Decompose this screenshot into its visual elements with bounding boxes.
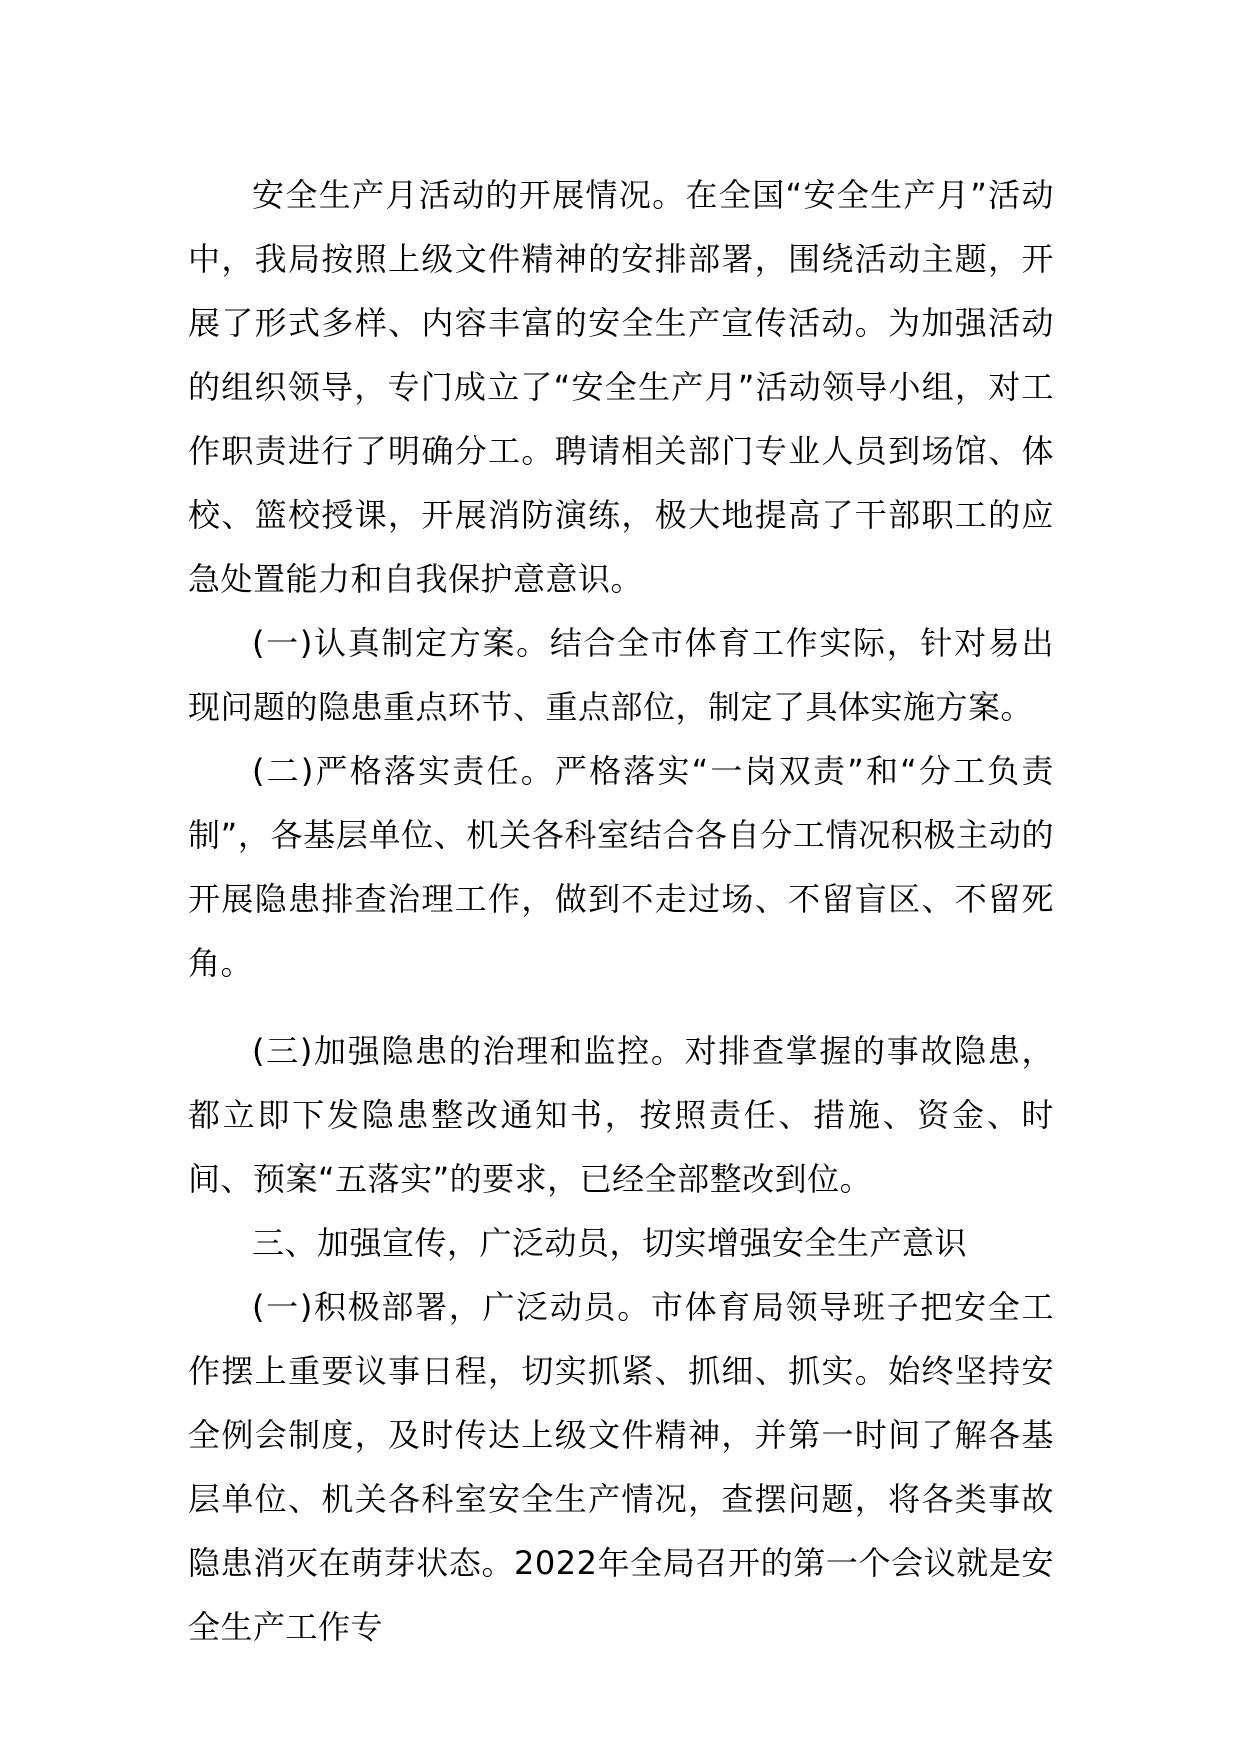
section-heading-publicity: 三、加强宣传，广泛动员，切实增强安全生产意识 xyxy=(252,1224,968,1262)
paragraph-mobilization: (一)积极部署，广泛动员。市体育局领导班子把安全工作摆上重要议事日程，切实抓紧、抓细、抓实。始终坚持安全例会制度，及时传达上级文件精神，并第一时间了解各基层单位、机关各科室安全生产情况，查摆问题，将各类事故隐患消灭在萌芽状态。2022年全局召开的第一个会议就是安全生产工作专 xyxy=(188,1288,1054,1646)
document-body xyxy=(188,163,1054,1659)
paragraph-plan: (一)认真制定方案。结合全市体育工作实际，针对易出现问题的隐患重点环节、重点部位，制定了具体实施方案。 xyxy=(188,624,1054,726)
paragraph-responsibility: (二)严格落实责任。严格落实“一岗双责”和“分工负责制”，各基层单位、机关各科室结合各自分工情况积极主动的开展隐患排查治理工作，做到不走过场、不留盲区、不留死角。 xyxy=(188,752,1054,982)
paragraph-safety-month: 安全生产月活动的开展情况。在全国“安全生产月”活动中，我局按照上级文件精神的安排部署，围绕活动主题，开展了形式多样、内容丰富的安全生产宣传活动。为加强活动的组织领导，专门成立了“安全生产月”活动领导小组，对工作职责进行了明确分工。聘请相关部门专业人员到场馆、体校、篮校授课，开展消防演练，极大地提高了干部职工的应急处置能力和自我保护意意识。 xyxy=(188,176,1054,598)
paragraph-hazard-control: (三)加强隐患的治理和监控。对排查掌握的事故隐患，都立即下发隐患整改通知书，按照责任、措施、资金、时间、预案“五落实”的要求，已经全部整改到位。 xyxy=(188,1032,1054,1198)
